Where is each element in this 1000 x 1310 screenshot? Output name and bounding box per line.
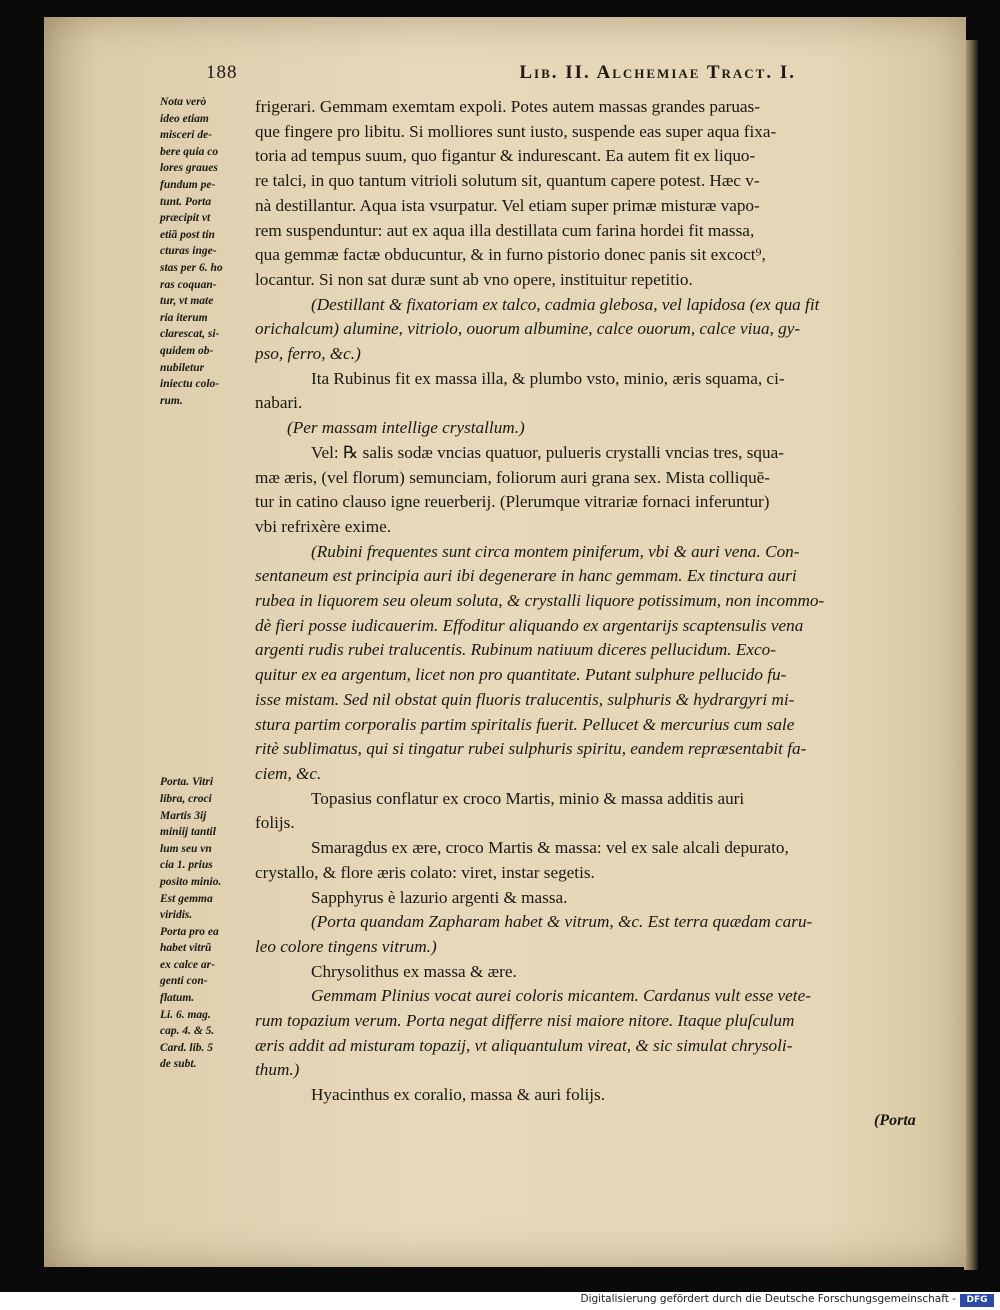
footer-bar [0, 1292, 1000, 1310]
margin-note-line: nubiletur [160, 361, 205, 374]
text-line: vbi refrixère exime. [255, 516, 391, 536]
text-line: Hyacinthus ex coralio, massa & auri folijs. [311, 1085, 606, 1105]
margin-note-line: bere quia co [160, 145, 219, 158]
margin-note-line: Porta pro ea [160, 925, 219, 938]
text-line: tur in catino clauso igne reuerberij. (Plerumque vitrariæ fornaci inferuntur) [255, 492, 770, 512]
margin-note-line: flatum. [160, 992, 195, 1005]
text-line: qua gemmæ factæ obducuntur, & in furno pistorio donec panis sit excoct⁹, [255, 245, 766, 265]
text-line: ritè sublimatus, qui si tingatur rubei sulphuris spiritu, eandem repræsentabit fa- [255, 739, 807, 759]
text-line: pso, ferro, &c.) [255, 344, 361, 364]
margin-note-line [160, 442, 256, 459]
margin-note-line [160, 509, 256, 526]
text-line: æris addit ad misturam topazij, vt aliquantulum vireat, & sic simulat chrysoli- [255, 1035, 793, 1055]
margin-note-line [160, 409, 256, 426]
page-number: 188 [206, 62, 238, 83]
margin-note-line [160, 426, 256, 443]
dfg-logo: DFG [960, 1294, 994, 1307]
text-line: Topasius conflatur ex croco Martis, minio & massa additis auri [311, 788, 745, 808]
margin-note-line [160, 675, 256, 692]
text-line: nà destillantur. Aqua ista vsurpatur. Vel etiam super primæ misturæ vapo- [255, 195, 760, 215]
text-line: folijs. [255, 813, 295, 833]
text-line: rubea in liquorem seu oleum soluta, & crystalli liquore potissimum, non incommo- [255, 591, 825, 611]
margin-note-line [160, 476, 256, 493]
text-line: Vel: ℞ salis sodæ vncias quatuor, pulueris crystalli vncias tres, squa- [311, 442, 784, 462]
margin-note-line: etiã post tin [160, 228, 215, 241]
text-line: frigerari. Gemmam exemtam expoli. Potes autem massas grandes paruas- [255, 97, 760, 116]
margin-note-line: Porta. Vitri [160, 776, 214, 789]
margin-note-line [160, 741, 256, 758]
margin-note-line [160, 608, 256, 625]
margin-notes [160, 94, 256, 1073]
text-line: re talci, in quo tantum vitrioli solutum sit, quantum capere potest. Hæc v- [255, 171, 760, 191]
text-line: thum.) [255, 1060, 300, 1080]
text-line: crystallo, & flore æris colato: viret, instar segetis. [255, 862, 595, 882]
body-text [255, 95, 935, 1108]
text-line: Ita Rubinus fit ex massa illa, & plumbo vsto, minio, æris squama, ci- [311, 368, 785, 388]
margin-note-line: cia 1. prius [160, 859, 213, 872]
text-line: Smaragdus ex ære, croco Martis & massa: vel ex sale alcali depurato, [311, 838, 789, 858]
margin-note-line: præcipit vt [160, 212, 211, 225]
margin-note-line: tur, vt mate [160, 295, 214, 308]
margin-note-line: cturas inge- [160, 245, 217, 258]
margin-note-line: miniij tantil [160, 826, 216, 839]
text-line: (Porta quandam Zapharam habet & vitrum, &c. Est terra quædam caru- [311, 912, 813, 932]
margin-note-line: lum seu vn [160, 842, 212, 855]
margin-note-line: Nota verò [160, 96, 207, 108]
margin-note-line: genti con- [160, 975, 208, 988]
text-line: que fingere pro libitu. Si molliores sunt iusto, suspende eas super aqua fixa- [255, 121, 777, 141]
margin-note-line [160, 625, 256, 642]
margin-note-line [160, 725, 256, 742]
margin-note-line: misceri de- [160, 129, 213, 142]
catchword: (Porta [874, 1112, 916, 1129]
margin-note-line [160, 542, 256, 559]
text-line: isse mistam. Sed nil obstat quin fluoris tralucentis, sulphuris & hydrargyri mi- [255, 689, 795, 709]
margin-note-line [160, 459, 256, 476]
margin-note-line: fundum pe- [160, 178, 216, 191]
margin-note-line: cap. 4. & 5. [160, 1025, 215, 1038]
margin-note-line: Est gemma [160, 892, 213, 905]
text-line: nabari. [255, 393, 303, 413]
margin-note-line: Li. 6. mag. [160, 1008, 211, 1021]
text-line: leo colore tingens vitrum.) [255, 936, 437, 956]
text-line: (Destillant & fixatoriam ex talco, cadmia glebosa, vel lapidosa (ex qua fit [311, 294, 820, 314]
running-head [206, 62, 796, 88]
text-line: orichalcum) alumine, vitriolo, ouorum albumine, calce ouorum, calce viua, gy- [255, 319, 801, 339]
margin-note-line: ria iterum [160, 311, 208, 324]
page-edge [964, 40, 978, 1270]
margin-note-line [160, 559, 256, 576]
text-line: (Per massam intellige crystallum.) [287, 418, 525, 438]
margin-note-line [160, 575, 256, 592]
text-line: (Rubini frequentes sunt circa montem piniferum, vbi & auri vena. Con- [311, 541, 800, 561]
margin-note-line: ex calce ar- [160, 958, 215, 971]
text-line: Chrysolithus ex massa & ære. [311, 961, 517, 981]
margin-note-line: posito minio. [160, 875, 222, 888]
margin-note-line: de subt. [160, 1058, 197, 1071]
margin-note-line: lores graues [160, 162, 218, 175]
text-line: Gemmam Plinius vocat aurei coloris micantem. Cardanus vult esse vete- [311, 986, 811, 1006]
footer-credit: Digitalisierung gefördert durch die Deutsche Forschungsgemeinschaft - [580, 1293, 956, 1305]
text-line: locantur. Si non sat duræ sunt ab vno opere, instituitur repetitio. [255, 269, 693, 289]
text-line: dè fieri posse iudicauerim. Effoditur aliquando ex argentarijs scaptensulis vena [255, 615, 804, 635]
running-title: Lib. II. Alchemiae Tract. I. [519, 62, 796, 83]
margin-note-line: clarescat, si- [160, 328, 220, 341]
margin-note-line [160, 525, 256, 542]
margin-note-line: viridis. [160, 909, 193, 922]
margin-note-line [160, 492, 256, 509]
text-line: argenti rudis rubei tralucentis. Rubinum natiuum diceres pellucidum. Exco- [255, 640, 776, 660]
margin-note-line: stas per 6. ho [160, 261, 223, 274]
text-line: quitur ex ea argentum, licet non pro quantitate. Putant sulphure pellucido fu- [255, 665, 787, 685]
margin-note-line: ideo etiam [160, 112, 209, 125]
text-line: rem suspenduntur: aut ex aqua illa destillata cum farina hordei fit massa, [255, 220, 755, 240]
text-line: stura partim corporalis partim spiritalis fuerit. Pellucet & mercurius cum sale [255, 714, 795, 734]
margin-note-line: tunt. Porta [160, 195, 212, 208]
margin-note-line [160, 592, 256, 609]
margin-note-line [160, 691, 256, 708]
margin-note-line [160, 658, 256, 675]
text-line: Sapphyrus è lazurio argenti & massa. [311, 887, 568, 907]
margin-note-line: quidem ob- [160, 344, 214, 357]
margin-note-line: Martis 3ij [160, 809, 207, 822]
margin-note-line [160, 708, 256, 725]
margin-note-line: iniectu colo- [160, 378, 220, 391]
text-line: rum topazium verum. Porta negat differre nisi maiore nitore. Itaque pluſculum [255, 1011, 795, 1031]
margin-note-line: libra, croci [160, 792, 212, 805]
margin-note-line: ras coquan- [160, 278, 217, 291]
margin-note-line: rum. [160, 394, 183, 407]
text-line: ciem, &c. [255, 763, 322, 783]
margin-note-line [160, 642, 256, 659]
margin-note-line: habet vitrũ [160, 942, 212, 955]
text-line: mæ æris, (vel florum) semunciam, foliorum auri grana sex. Mista colliquē- [255, 467, 771, 487]
text-line: sentaneum est principia auri ibi degenerare in hanc gemmam. Ex tinctura auri [255, 566, 797, 586]
margin-note-line [160, 758, 256, 775]
text-line: toria ad tempus suum, quo figantur & indurescant. Ea autem fit ex liquo- [255, 146, 756, 166]
margin-note-line: Card. lib. 5 [160, 1041, 214, 1054]
